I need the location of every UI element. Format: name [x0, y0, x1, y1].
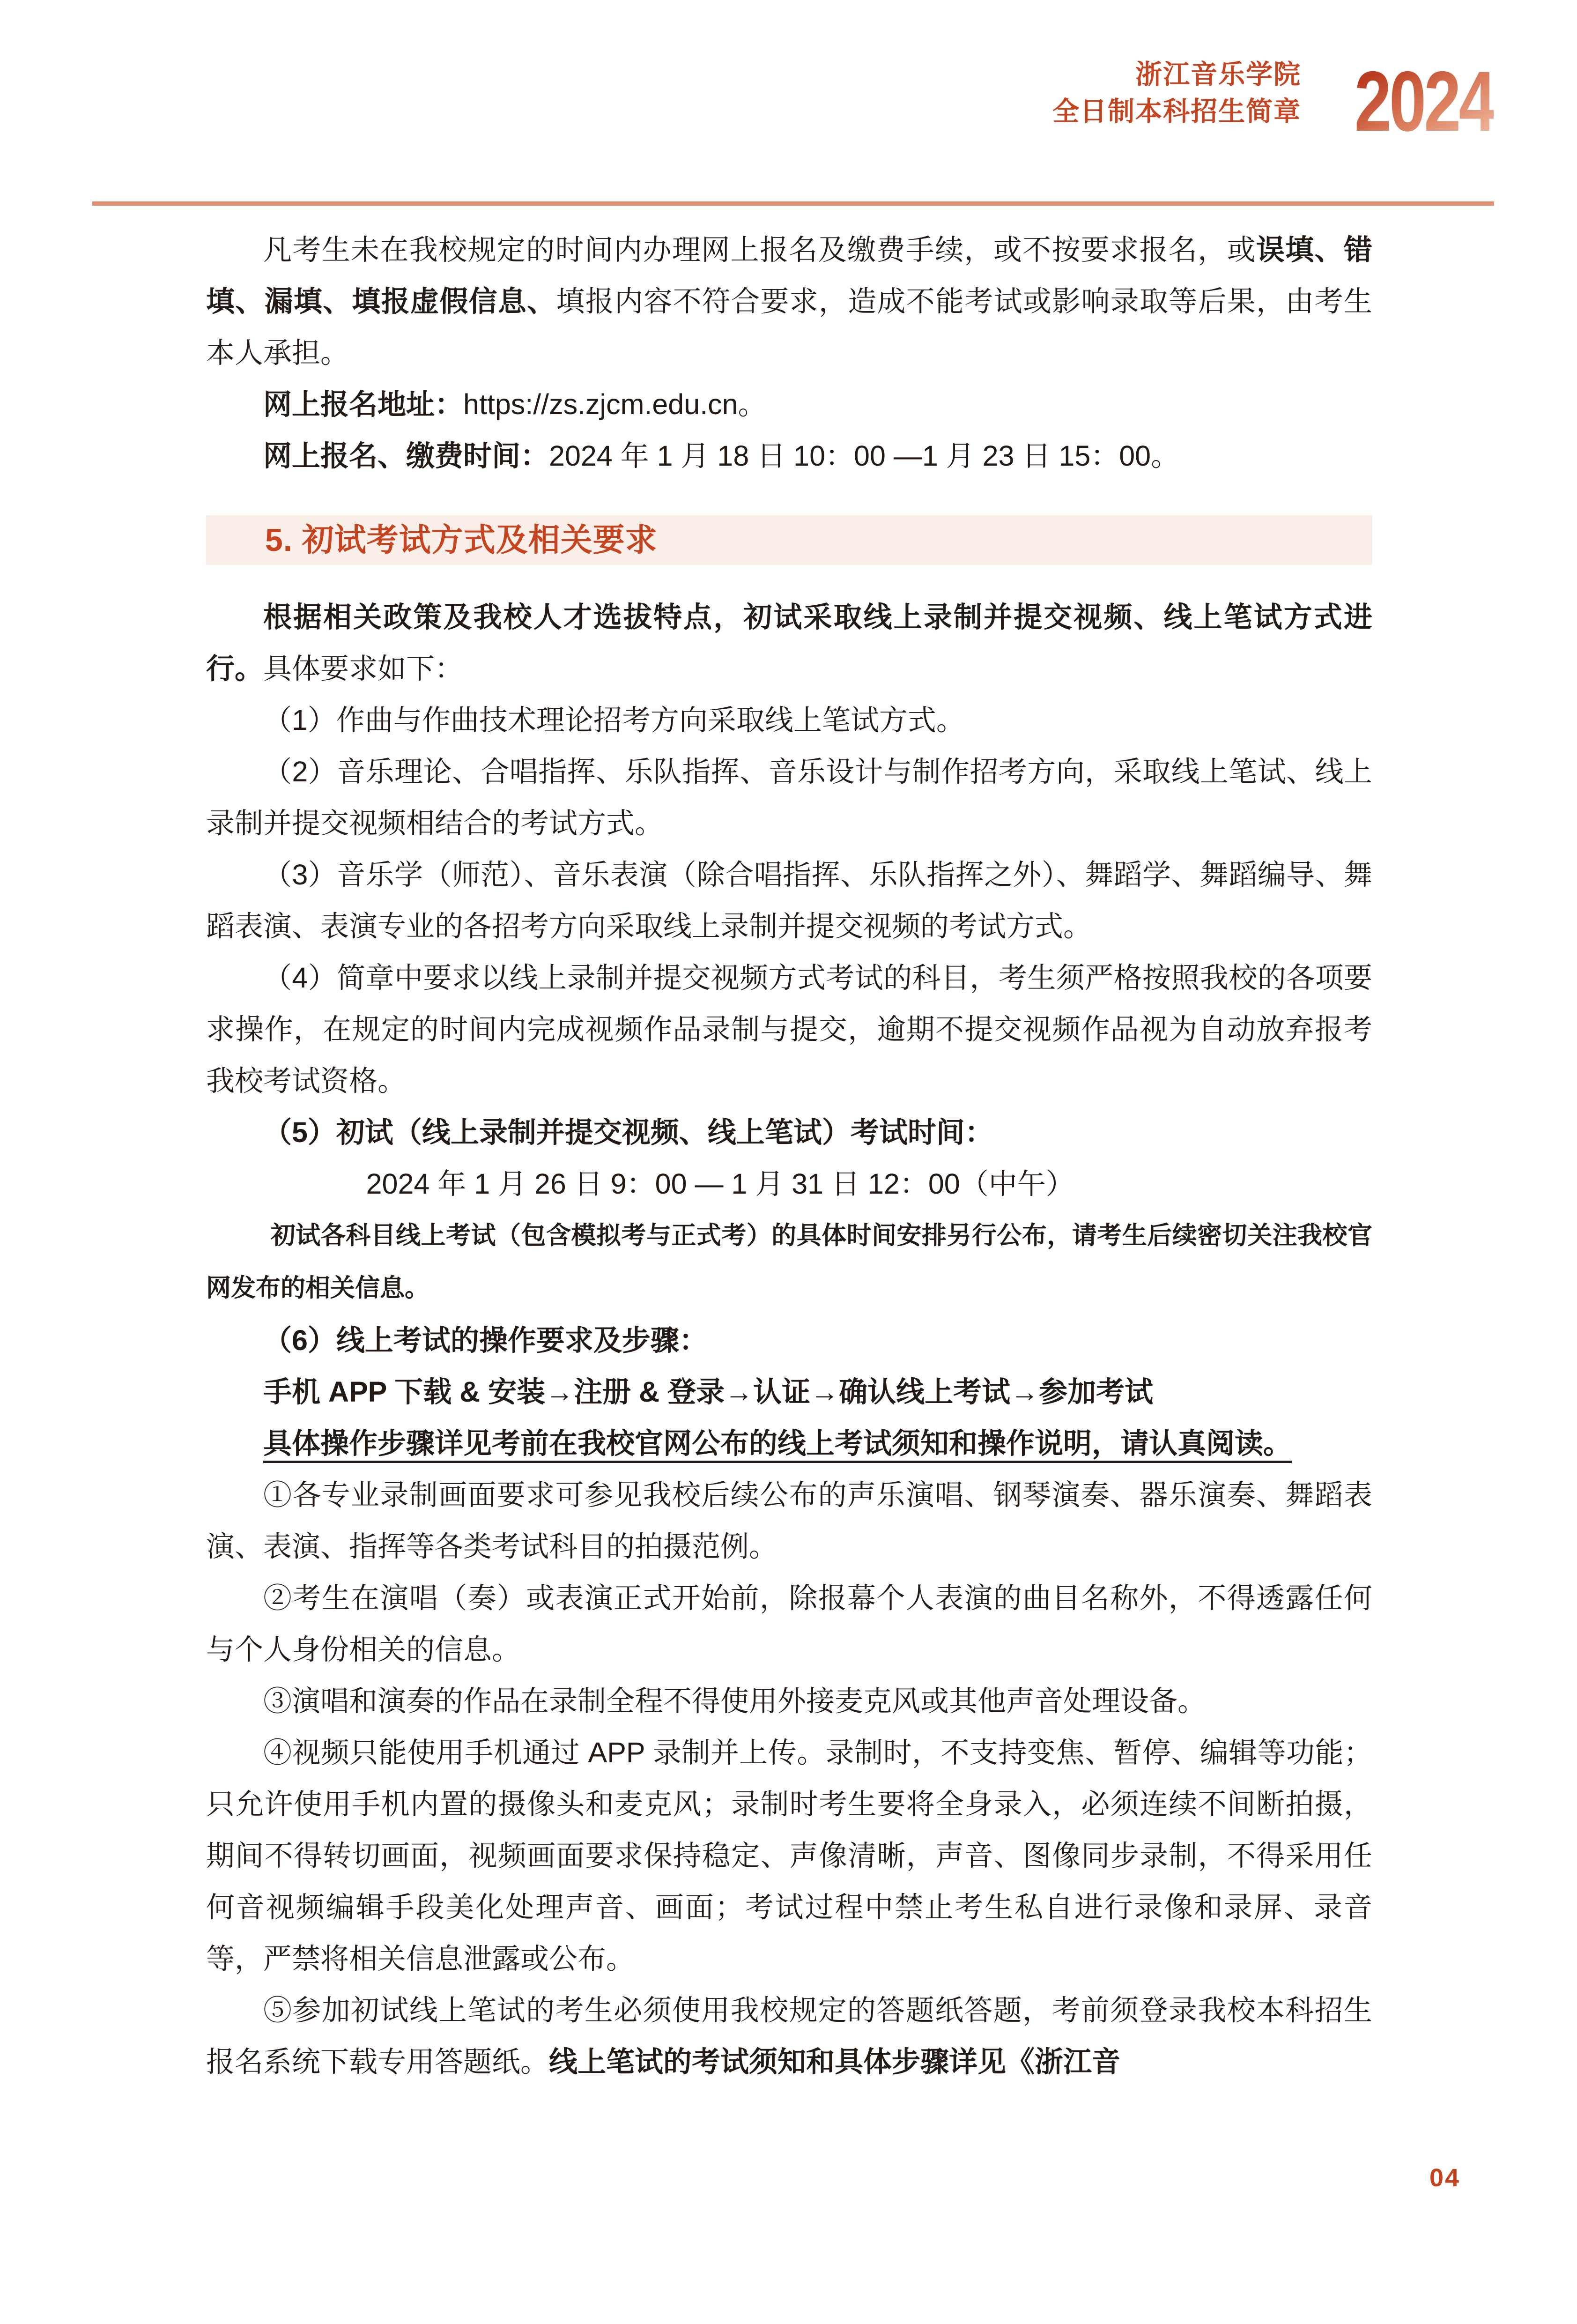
- registration-time-value: 2024 年 1 月 18 日 10：00 —1 月 23 日 15：00。: [549, 440, 1180, 472]
- text-run-bold: 初试各科目线上考试（包含模拟考与正式考）的具体时间安排另行公布，请考生后续密切关注我校官网发布的相关信息。: [206, 1222, 1372, 1302]
- paragraph-item-6-steps-title: [206, 1314, 1372, 1366]
- paragraph-circle-3: [206, 1675, 1372, 1727]
- text-run: （2）音乐理论、合唱指挥、乐队指挥、音乐设计与制作招考方向，采取线上笔试、线上录制并提交视频相结合的考试方式。: [206, 756, 1372, 839]
- text-run-bold-underline: 具体操作步骤详见考前在我校官网公布的线上考试须知和操作说明，请认真阅读。: [263, 1427, 1292, 1459]
- paragraph-circle-4: [206, 1727, 1372, 1984]
- year-label: 2024: [1354, 53, 1494, 149]
- document-body: [206, 224, 1372, 2087]
- text-run: ⑤参加初试线上笔试的考生必须使用我校规定的答题纸答题，考前须登录我校本科招生报名系统下载专用答题纸。: [206, 1994, 1372, 2078]
- header-divider: [92, 201, 1494, 206]
- paragraph-item-4: [206, 952, 1372, 1106]
- page-header: [1052, 53, 1494, 149]
- registration-url-label: 网上报名地址：: [263, 388, 464, 420]
- text-run-bold: 误填、错填、漏填、填报虚假信息、: [206, 234, 1372, 317]
- paragraph-exam-date-range: [206, 1158, 1372, 1210]
- paragraph-item-2: [206, 746, 1372, 849]
- section-title: 5. 初试考试方式及相关要求: [265, 522, 658, 558]
- text-run: ②考生在演唱（奏）或表演正式开始前，除报幕个人表演的曲目名称外，不得透露任何与个人身份相关的信息。: [206, 1582, 1372, 1665]
- text-run: 凡考生未在我校规定的时间内办理网上报名及缴费手续，或不按要求报名，或: [263, 234, 1256, 266]
- text-run: 填报内容不符合要求，造成不能考试或影响录取等后果，由考生本人承担。: [206, 285, 1372, 369]
- paragraph-circle-2: [206, 1572, 1372, 1675]
- text-run: ④视频只能使用手机通过 APP 录制并上传。录制时，不支持变焦、暂停、编辑等功能；只允许使用手机内置的摄像头和麦克风；录制时考生要将全身录入，必须连续不间断拍摄，期间不得转切画面，视频画面要求保持稳定、声像清晰，声音、图像同步录制，不得采用任何音视频编辑手段美化处理声音、画面；考试过程中禁止考生私自进行录像和录屏、录音等，严禁将相关信息泄露或公布。: [206, 1737, 1372, 1975]
- text-run: （4）简章中要求以线上录制并提交视频方式考试的科目，考生须严格按照我校的各项要求操作，在规定的时间内完成视频作品录制与提交，逾期不提交视频作品视为自动放弃报考我校考试资格。: [206, 962, 1372, 1097]
- text-run-bold: （5）初试（线上录制并提交视频、线上笔试）考试时间：: [263, 1116, 993, 1148]
- text-run-bold: 手机 APP 下载 & 安装→注册 & 登录→认证→确认线上考试→参加考试: [263, 1376, 1154, 1408]
- text-run-bold: 根据相关政策及我校人才选拔特点，初试采取线上录制并提交视频、线上笔试方式进行。: [206, 601, 1372, 684]
- registration-time-label: 网上报名、缴费时间：: [263, 440, 549, 472]
- paragraph-circle-5: [206, 1984, 1372, 2087]
- paragraph-operation-guide: [206, 1418, 1372, 1469]
- paragraph-item-1: [206, 694, 1372, 746]
- brand-block: [1052, 56, 1301, 130]
- text-run: ③演唱和演奏的作品在录制全程不得使用外接麦克风或其他声音处理设备。: [263, 1685, 1207, 1717]
- registration-url[interactable]: https://zs.zjcm.edu.cn。: [463, 388, 767, 420]
- text-run: （1）作曲与作曲技术理论招考方向采取线上笔试方式。: [263, 704, 965, 736]
- paragraph-item-3: [206, 849, 1372, 952]
- section-heading-band: [206, 515, 1372, 565]
- text-run-bold: 线上笔试的考试须知和具体步骤详见《浙江音: [549, 2046, 1121, 2078]
- paragraph-registration-consequences: [206, 224, 1372, 379]
- paragraph-schedule-note: [206, 1210, 1372, 1314]
- text-run: （3）音乐学（师范）、音乐表演（除合唱指挥、乐队指挥之外）、舞蹈学、舞蹈编导、舞蹈表演、表演专业的各招考方向采取线上录制并提交视频的考试方式。: [206, 859, 1372, 942]
- brand-line-1: 浙江音乐学院: [1135, 59, 1302, 89]
- paragraph-registration-time: [206, 430, 1372, 482]
- paragraph-circle-1: [206, 1469, 1372, 1572]
- text-run: ①各专业录制画面要求可参见我校后续公布的声乐演唱、钢琴演奏、器乐演奏、舞蹈表演、表演、指挥等各类考试科目的拍摄范例。: [206, 1479, 1372, 1562]
- paragraph-item-5-exam-time: [206, 1106, 1372, 1158]
- page-number: 04: [1429, 2164, 1461, 2192]
- paragraph-exam-mode-overview: [206, 591, 1372, 694]
- text-run-bold: （6）线上考试的操作要求及步骤：: [263, 1324, 708, 1356]
- brand-line-2: 全日制本科招生简章: [1052, 96, 1302, 126]
- text-run: 具体要求如下：: [263, 653, 464, 684]
- paragraph-registration-url: [206, 379, 1372, 430]
- paragraph-app-flow: [206, 1366, 1372, 1418]
- exam-date-range: 2024 年 1 月 26 日 9：00 — 1 月 31 日 12：00（中午）: [366, 1168, 1074, 1200]
